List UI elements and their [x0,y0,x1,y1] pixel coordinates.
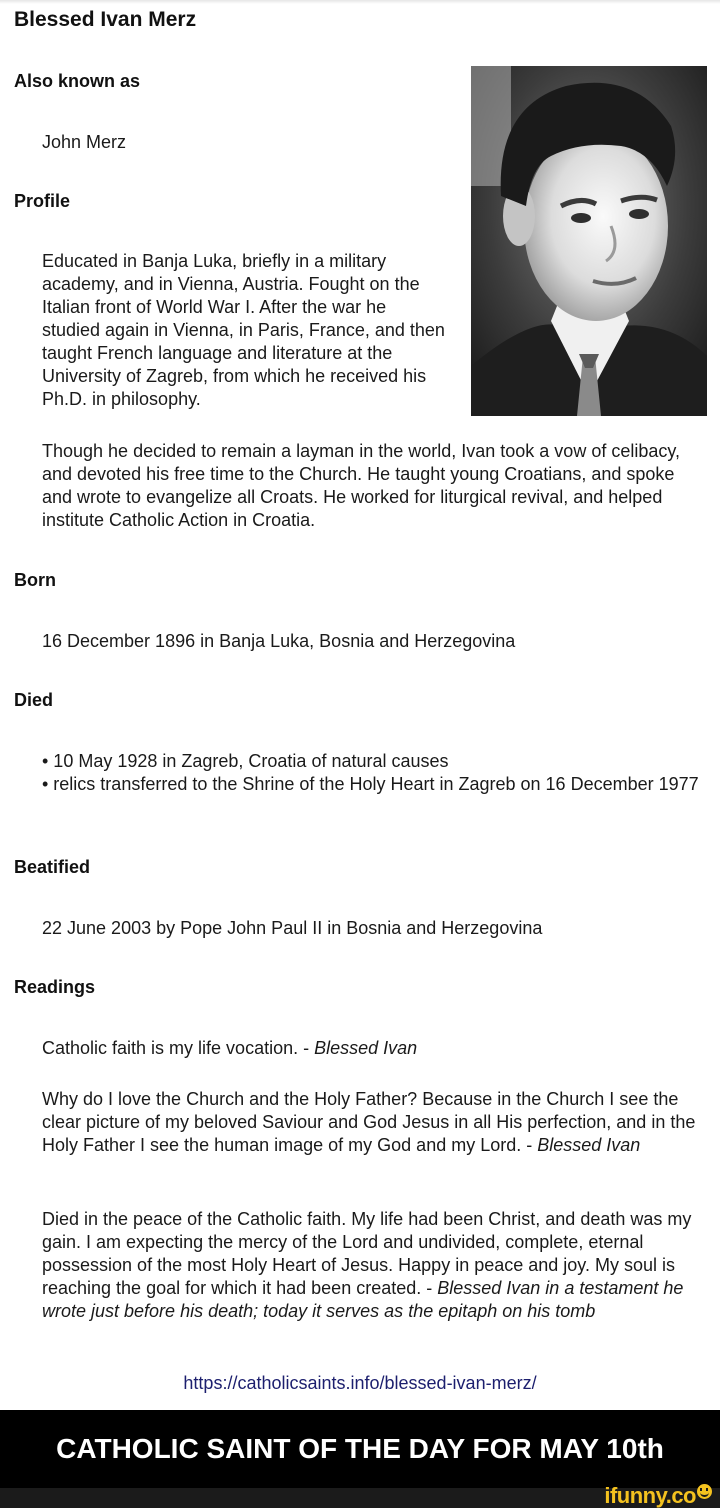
quote-attribution: Blessed Ivan in a testament he wrote just before his death; today it serves as the epitaph on his tomb [42,1278,684,1321]
meme-caption: CATHOLIC SAINT OF THE DAY FOR MAY 10th [0,1410,720,1488]
portrait-illustration [471,66,707,416]
profile-line: taught French language and literature at the [42,343,393,363]
beatified-text: 22 June 2003 by Pope John Paul II in Bosnia and Herzegovina [42,918,543,938]
profile-line: Educated in Banja Luka, briefly in a military [42,251,387,271]
watermark-text: ifunny.co [604,1483,696,1508]
profile-line: University of Zagreb, from which he received his [42,366,427,386]
portrait-image [471,66,707,416]
reading-quote-1 [42,1037,710,1060]
born-text: 16 December 1896 in Banja Luka, Bosnia and Herzegovina [42,631,516,651]
also-known-as-text: John Merz [42,132,127,152]
died-list [42,750,710,796]
quote-attribution: Blessed Ivan [314,1038,418,1058]
quote-text: Catholic faith is my life vocation. - [42,1038,315,1058]
reading-quote-2 [42,1088,706,1157]
profile-line: Ph.D. in philosophy. [42,389,201,409]
heading-died: Died [14,690,54,710]
watermark-bar [0,1483,720,1508]
heading-readings: Readings [14,977,96,997]
heading-also-known-as: Also known as [14,71,141,91]
profile-paragraph-1 [42,250,482,411]
profile-line: studied again in Vienna, in Paris, France, and then [42,320,445,340]
smiley-icon [697,1484,712,1499]
ifunny-watermark [604,1484,712,1508]
profile-paragraph-2: Though he decided to remain a layman in the world, Ivan took a vow of celibacy, and devoted his free time to the Church. He taught young Croatians, and spoke and wrote to evangelize all Croats. He worked for liturgical revival, and helped institute Catholic Action in Croatia. [42,441,681,530]
heading-beatified: Beatified [14,857,91,877]
quote-text: Why do I love the Church and the Holy Father? Because in the Church I see the clear picture of my beloved Saviour and God Jesus in all His perfection, and in the Holy Father I see the human image of my God and my Lord. - [42,1089,696,1155]
profile-line: academy, and in Vienna, Austria. Fought on the [42,274,420,294]
heading-born: Born [14,570,56,590]
page-title: Blessed Ivan Merz [14,8,197,31]
quote-text: Died in the peace of the Catholic faith. My life had been Christ, and death was my gain. I am expecting the mercy of the Lord and undivided, complete, eternal possession of the most Holy Heart of Jesus. Happy in peace and joy. My soul is reaching the goal for which it had been created. - [42,1209,692,1298]
reading-quote-3 [42,1208,710,1323]
quote-attribution: Blessed Ivan [537,1135,641,1155]
died-item: • 10 May 1928 in Zagreb, Croatia of natural causes [42,751,449,771]
profile-line: Italian front of World War I. After the war he [42,297,387,317]
source-link[interactable]: https://catholicsaints.info/blessed-ivan-merz/ [183,1373,537,1393]
heading-profile: Profile [14,191,71,211]
died-item: • relics transferred to the Shrine of the Holy Heart in Zagreb on 16 December 1977 [42,774,699,794]
